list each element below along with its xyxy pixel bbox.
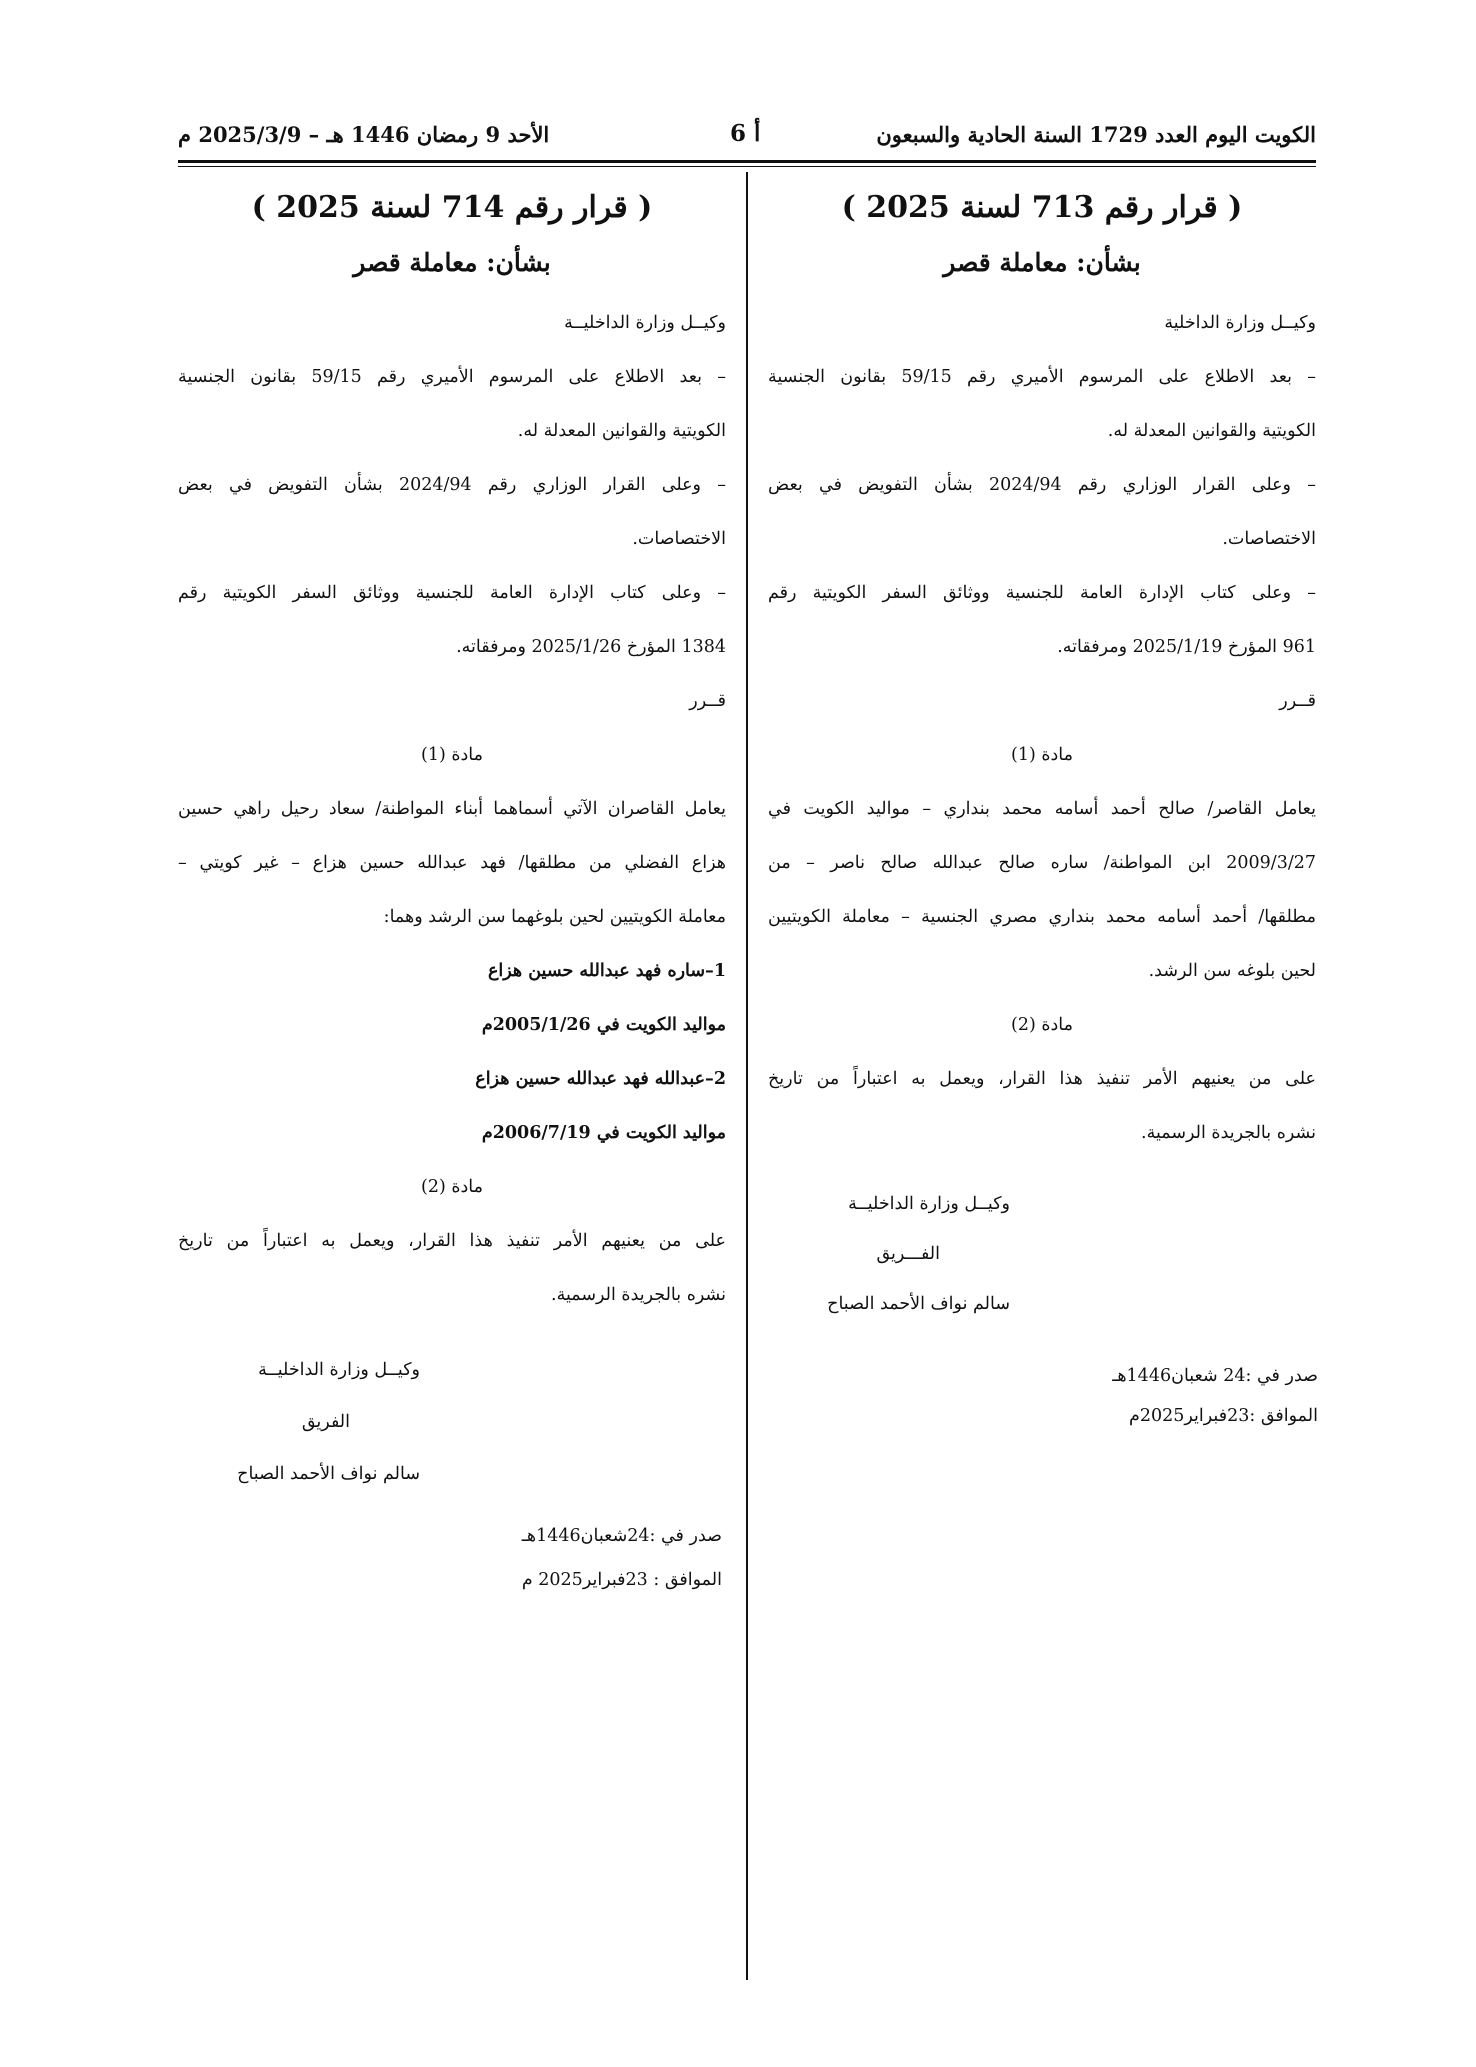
article-1-line: لحين بلوغه سن الرشد. (1148, 961, 1316, 981)
decree-subject: بشأن: معاملة قصر (353, 248, 551, 277)
decree-714 (178, 180, 726, 1322)
article-2-title: مادة (2) (1010, 1015, 1074, 1035)
decree-issuer: وكيــل وزارة الداخلية (1164, 313, 1316, 333)
article-2-line: نشره بالجريدة الرسمية. (551, 1285, 726, 1305)
preamble-line: – وعلى القرار الوزاري رقم 2024/94 بشأن التفويض في بعض (768, 475, 1316, 495)
signature-role: وكيــل وزارة الداخليــة (258, 1360, 420, 1380)
preamble-line: الكويتية والقوانين المعدلة له. (517, 421, 726, 441)
decree-subject: بشأن: معاملة قصر (943, 248, 1141, 277)
preamble-line: – بعد الاطلاع على المرسوم الأميري رقم 59/15 بقانون الجنسية (178, 367, 726, 387)
decree-issuer: وكيــل وزارة الداخليــة (564, 313, 726, 333)
article-1-title: مادة (1) (420, 745, 484, 765)
article-1-line: يعامل القاصران الآتي أسماهما أبناء المواطنة/ سعاد رحيل راهي حسين (178, 799, 726, 819)
article-2-line: على من يعنيهم الأمر تنفيذ هذا القرار، ويعمل به اعتباراً من تاريخ (768, 1069, 1316, 1089)
header-rule-thin (178, 166, 1316, 167)
article-1-title: مادة (1) (1010, 745, 1074, 765)
preamble-line: – وعلى كتاب الإدارة العامة للجنسية ووثائق السفر الكويتية رقم (768, 583, 1316, 603)
minor-entry: 1–ساره فهد عبدالله حسين هزاع (487, 961, 726, 981)
signature-name: سالم نواف الأحمد الصباح (827, 1294, 1010, 1314)
article-1-line: 2009/3/27 ابن المواطنة/ ساره صالح عبدالله صالح ناصر – من (768, 853, 1316, 873)
header-rule-thick (178, 160, 1316, 163)
minor-entry: 2–عبدالله فهد عبدالله حسين هزاع (475, 1069, 726, 1089)
signature-rank: الفـــريق (876, 1244, 940, 1264)
signature-rank: الفريق (301, 1412, 350, 1432)
signature-role: وكيــل وزارة الداخليــة (848, 1194, 1010, 1214)
minor-birth: مواليد الكويت في 2006/7/19م (481, 1123, 726, 1143)
preamble-line: – بعد الاطلاع على المرسوم الأميري رقم 59/15 بقانون الجنسية (768, 367, 1316, 387)
preamble-line: الاختصاصات. (632, 529, 726, 549)
decree-title: ( قرار رقم 713 لسنة 2025 ) (841, 190, 1243, 225)
issued-date: صدر في :24 شعبان1446هـ (1112, 1366, 1318, 1386)
corresponding-date: الموافق :23فبراير2025م (1128, 1406, 1318, 1426)
issue-info: الكويت اليوم العدد 1729 السنة الحادية والسبعون (876, 122, 1316, 147)
preamble-line: الكويتية والقوانين المعدلة له. (1107, 421, 1316, 441)
preamble-line: – وعلى كتاب الإدارة العامة للجنسية ووثائق السفر الكويتية رقم (178, 583, 726, 603)
article-2-title: مادة (2) (420, 1177, 484, 1197)
article-2-line: نشره بالجريدة الرسمية. (1141, 1123, 1316, 1143)
article-1-line: مطلقها/ أحمد أسامه محمد بنداري مصري الجنسية – معاملة الكويتيين (768, 907, 1316, 927)
decided-label: قــرر (1279, 691, 1316, 711)
preamble-line: 1384 المؤرخ 2025/1/26 ومرفقاته. (456, 637, 726, 657)
decree-713 (768, 180, 1316, 1160)
page-number: أ 6 (730, 120, 761, 147)
page-header (178, 118, 1316, 154)
column-divider (746, 172, 748, 1980)
corresponding-date: الموافق : 23فبراير2025 م (521, 1570, 722, 1590)
decided-label: قــرر (689, 691, 726, 711)
preamble-line: – وعلى القرار الوزاري رقم 2024/94 بشأن التفويض في بعض (178, 475, 726, 495)
preamble-line: الاختصاصات. (1222, 529, 1316, 549)
minor-birth: مواليد الكويت في 2005/1/26م (481, 1015, 726, 1035)
issued-date: صدر في :24شعبان1446هـ (521, 1526, 722, 1546)
article-1-line: يعامل القاصر/ صالح أحمد أسامه محمد بنداري – مواليد الكويت في (768, 799, 1316, 819)
article-1-line: معاملة الكويتيين لحين بلوغهما سن الرشد وهما: (383, 907, 726, 927)
article-2-line: على من يعنيهم الأمر تنفيذ هذا القرار، ويعمل به اعتباراً من تاريخ (178, 1231, 726, 1251)
signature-name: سالم نواف الأحمد الصباح (237, 1464, 420, 1484)
decree-title: ( قرار رقم 714 لسنة 2025 ) (251, 190, 653, 225)
preamble-line: 961 المؤرخ 2025/1/19 ومرفقاته. (1057, 637, 1316, 657)
article-1-line: هزاع الفضلي من مطلقها/ فهد عبدالله حسين هزاع – غير كويتي – (178, 853, 726, 873)
issue-date: الأحد 9 رمضان 1446 هـ – 2025/3/9 م (178, 122, 550, 147)
